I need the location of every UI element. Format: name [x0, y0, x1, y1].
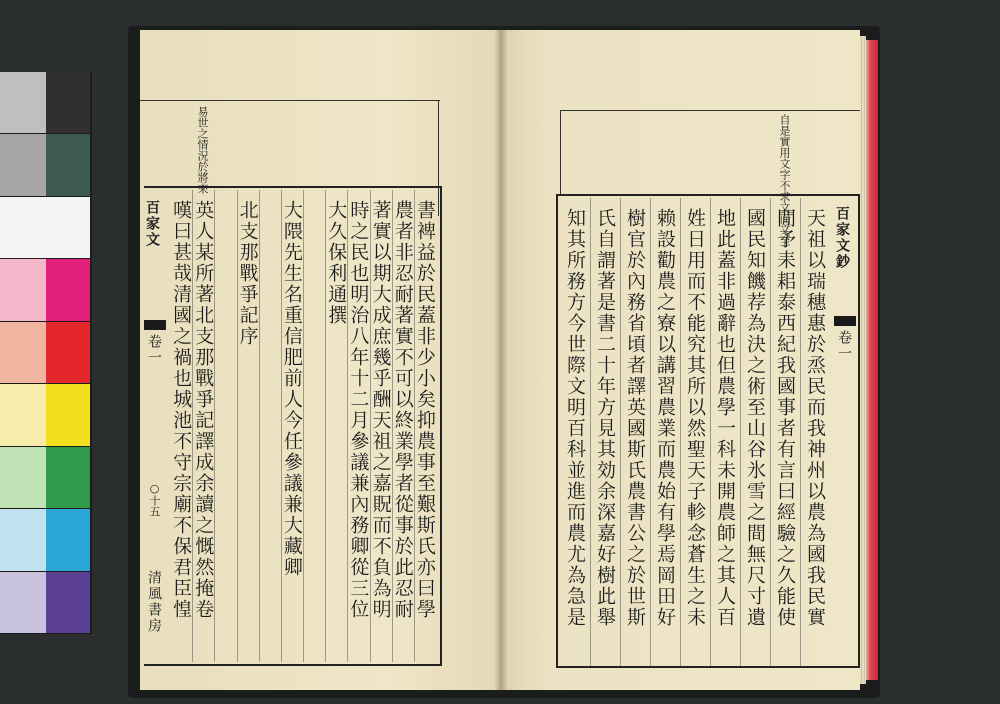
- book-gutter: [494, 30, 508, 690]
- calibration-swatch: [0, 572, 46, 633]
- calibration-swatch: [46, 322, 90, 383]
- right-page: [500, 30, 860, 690]
- right-text-column: 國民知饑荐為決之術至山谷氷雪之間無尺寸遺: [744, 208, 766, 628]
- left-text-column: 時之民也明治八年十二月參議兼內務卿從三位: [347, 200, 370, 620]
- right-text-column: 地此蓋非過辭也但農學一科未開農師之其人百: [714, 208, 736, 628]
- calibration-swatch: [0, 259, 46, 320]
- left-text-column: 嘆曰甚哉清國之禍也城池不守宗廟不保君臣惶: [170, 200, 193, 620]
- right-column-rule: [680, 198, 681, 666]
- left-headnote: 易世之情況於將來: [196, 106, 209, 194]
- left-text-column: 大久保利通撰: [325, 200, 348, 326]
- left-column-rule: [259, 190, 260, 662]
- calibration-swatch: [46, 134, 90, 195]
- calibration-swatch: [0, 384, 46, 445]
- right-column-rule: [590, 198, 591, 666]
- calibration-swatch: [0, 72, 46, 133]
- left-column-rule: [214, 190, 215, 662]
- left-text-column: 英人某所著北支那戰爭記譯成余讀之慨然掩卷: [192, 200, 215, 620]
- calibration-swatch: [46, 72, 90, 133]
- right-text-column: 氏自謂著是書二十年方見其効余深嘉好樹此舉: [594, 208, 616, 628]
- right-text-column: 姓日用而不能究其所以然聖天子軫念蒼生之未: [684, 208, 706, 628]
- calibration-swatch: [46, 509, 90, 570]
- left-margin-title: 百家文: [144, 200, 160, 248]
- right-text-column: 閒予耒耜泰西紀我國事者有言曰經驗之久能使: [774, 208, 796, 628]
- right-headnote-top-line: [560, 110, 860, 111]
- left-text-column: 書裨益於民蓋非少小矣抑農事至艱斯氏亦曰學: [413, 200, 436, 620]
- left-text-column: 著實以期大成庶幾乎酬天祖之嘉貺而不負為明: [369, 200, 392, 620]
- right-margin-volume: 卷一: [836, 330, 852, 362]
- left-text-column: 大隈先生名重信肥前人今任參議兼大藏卿: [280, 200, 303, 578]
- right-column-rule: [800, 198, 801, 666]
- right-text-column: 樹官於內務省頃者譯英國斯氏農書公之於世斯: [624, 208, 646, 628]
- right-column-rule: [650, 198, 651, 666]
- color-calibration-card: [0, 72, 92, 634]
- right-text-column: 知其所務方今世際文明百科並進而農尤為急是: [564, 208, 586, 628]
- left-margin-page: ○十五: [148, 482, 161, 517]
- calibration-swatch: [46, 259, 90, 320]
- left-fishtail-mark: [144, 320, 166, 330]
- left-headnote-top-line: [140, 100, 440, 101]
- calibration-swatch: [46, 197, 90, 258]
- calibration-swatch: [0, 447, 46, 508]
- right-column-rule: [770, 198, 771, 666]
- right-column-rule: [620, 198, 621, 666]
- right-fishtail-mark: [834, 316, 856, 326]
- left-text-column: 農者非忍耐著實不可以終業學者從事於此忍耐: [391, 200, 414, 620]
- calibration-swatch: [0, 322, 46, 383]
- calibration-swatch: [0, 509, 46, 570]
- right-margin-title: 百家文鈔: [834, 206, 850, 270]
- left-text-column: 北支那戰爭記序: [236, 200, 259, 347]
- calibration-swatch: [46, 572, 90, 633]
- right-headnote: 自是實用文字不求文而文至: [778, 114, 791, 246]
- left-margin-volume: 卷一: [146, 334, 162, 366]
- calibration-swatch: [0, 134, 46, 195]
- right-text-column: 天祖以瑞穗惠於烝民而我神州以農為國我民實: [804, 208, 826, 628]
- left-margin-publisher: 清風書房: [146, 570, 162, 634]
- right-text-column: 赖設勸農之寮以講習農業而農始有學焉岡田好: [654, 208, 676, 628]
- calibration-swatch: [0, 197, 46, 258]
- right-column-rule: [740, 198, 741, 666]
- left-column-rule: [303, 190, 304, 662]
- right-column-rule: [710, 198, 711, 666]
- left-page: [140, 30, 500, 690]
- right-headnote-left-line: [560, 110, 561, 196]
- calibration-swatch: [46, 447, 90, 508]
- calibration-swatch: [46, 384, 90, 445]
